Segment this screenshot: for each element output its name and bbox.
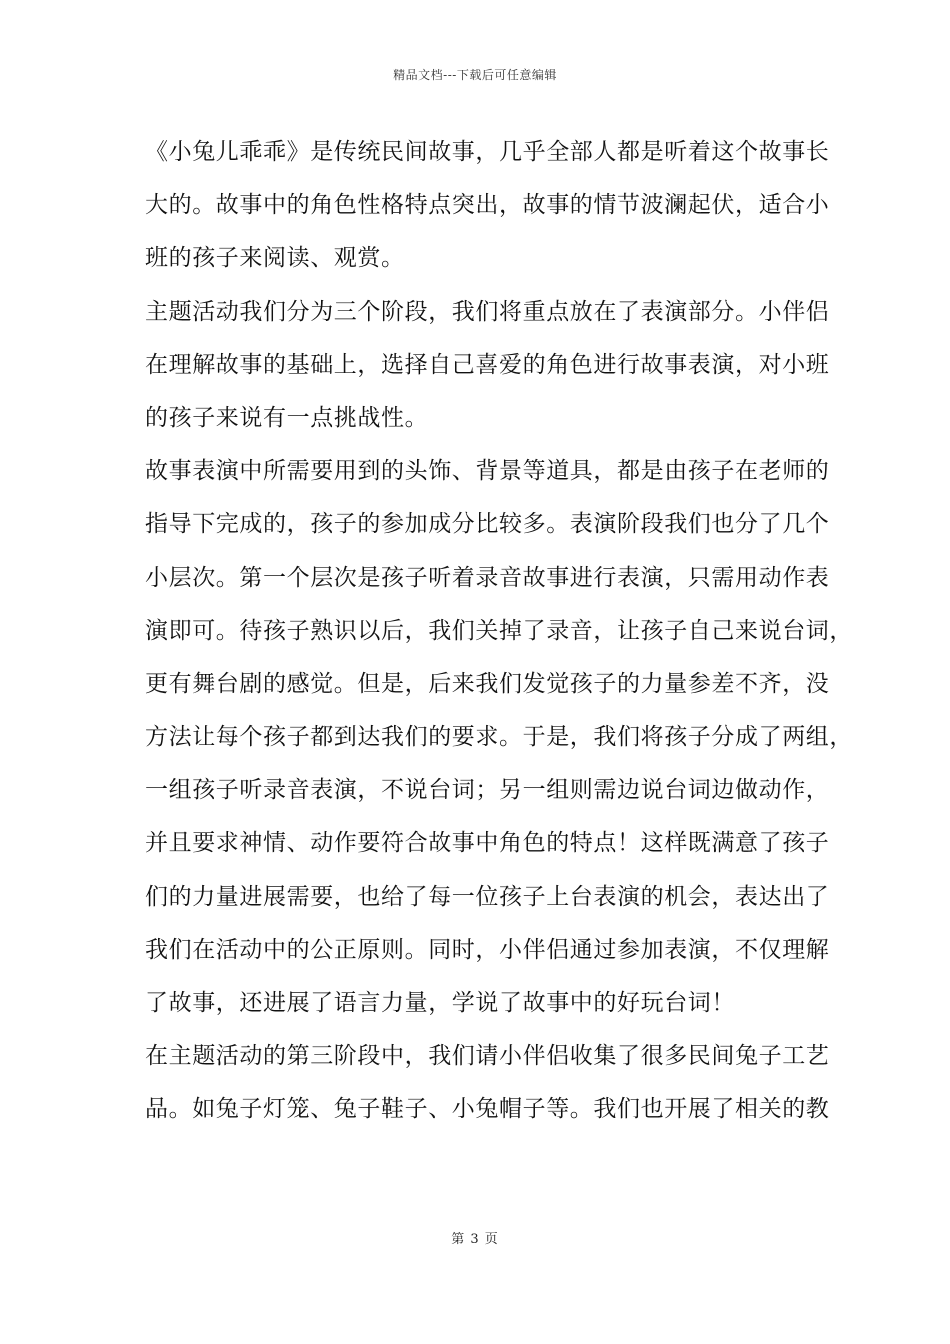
text-line: 在主题活动的第三阶段中，我们请小伴侣收集了很多民间兔子工艺 bbox=[145, 1043, 830, 1070]
text-line: 班的孩子来阅读、观赏。 bbox=[145, 245, 405, 272]
text-line: 《小兔儿乖乖》是传统民间故事，几乎全部人都是听着这个故事长 bbox=[145, 139, 830, 165]
text-line: 故事表演中所需要用到的头饰、背景等道具，都是由孩子在老师的 bbox=[145, 458, 830, 485]
text-line: 并且要求神情、动作要符合故事中角色的特点！这样既满意了孩子 bbox=[145, 830, 830, 857]
document-body bbox=[145, 130, 853, 1141]
text-line: 一组孩子听录音表演，不说台词；另一组则需边说台词边做动作， bbox=[145, 777, 830, 804]
text-line: 品。如兔子灯笼、兔子鞋子、小兔帽子等。我们也开展了相关的教 bbox=[145, 1096, 830, 1123]
text-line: 我们在活动中的公正原则。同时，小伴侣通过参加表演，不仅理解 bbox=[145, 936, 830, 963]
text-line: 了故事，还进展了语言力量，学说了故事中的好玩台词！ bbox=[145, 990, 735, 1016]
text-line: 在理解故事的基础上，选择自己喜爱的角色进行故事表演，对小班 bbox=[145, 351, 830, 378]
text-line: 的孩子来说有一点挑战性。 bbox=[145, 404, 429, 431]
text-line: 演即可。待孩子熟识以后，我们关掉了录音，让孩子自己来说台词， bbox=[145, 617, 853, 644]
text-line: 主题活动我们分为三个阶段，我们将重点放在了表演部分。小伴侣 bbox=[145, 298, 830, 325]
text-line: 大的。故事中的角色性格特点突出，故事的情节波澜起伏，适合小 bbox=[145, 192, 830, 219]
text-line: 小层次。第一个层次是孩子听着录音故事进行表演，只需用动作表 bbox=[145, 564, 830, 591]
page-number: 第 3 页 bbox=[451, 1232, 499, 1247]
text-line: 更有舞台剧的感觉。但是，后来我们发觉孩子的力量参差不齐，没 bbox=[145, 670, 830, 697]
text-line: 方法让每个孩子都到达我们的要求。于是，我们将孩子分成了两组， bbox=[145, 724, 853, 751]
page-header: 精品文档---下载后可任意编辑 bbox=[393, 68, 557, 82]
text-line: 们的力量进展需要，也给了每一位孩子上台表演的机会，表达出了 bbox=[145, 883, 830, 910]
text-line: 指导下完成的，孩子的参加成分比较多。表演阶段我们也分了几个 bbox=[145, 511, 830, 538]
